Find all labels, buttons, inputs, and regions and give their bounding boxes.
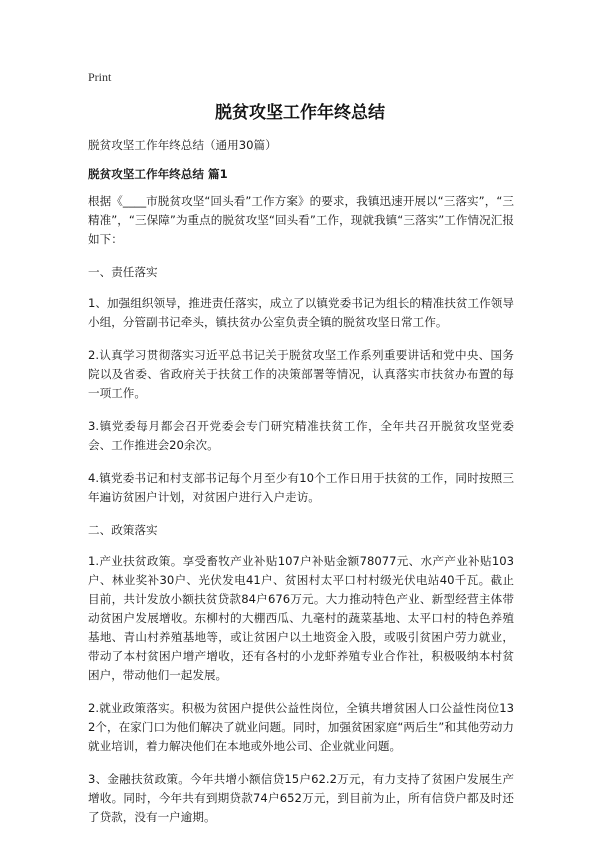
section-heading: 脱贫攻坚工作年终总结 篇1 [88,167,228,181]
paragraph-5: 1.产业扶贫政策。享受畜牧产业补贴107户补贴金额78077元、水产产业补贴103户、林业奖补30户、光伏发电41户、贫困村太平口村村级光伏电站40千瓦。截止目前，共计发放小额扶贫贷款84户676万元。大力推动特色产业、新型经营主体带动贫困户发展增收。东柳村的大棚西瓜、九毫村的蔬菜基地、太平口村的特色养殖基地、青山村养殖基地等，或让贫困户以土地资金入股，或吸引贫困户劳力就业，带动了本村贫困户增产增收，还有各村的小龙虾养殖专业合作社，积极吸纳本村贫困户，带动他们一起发展。 [88,554,514,682]
page-title: 脱贫攻坚工作年终总结 [215,103,385,123]
print-link[interactable]: Print [88,70,112,84]
paragraph-3: 3.镇党委每月都会召开党委会专门研究精准扶贫工作，全年共召开脱贫攻坚党委会、工作推进会20余次。 [88,419,514,452]
paragraph-6: 2.就业政策落实。积极为贫困户提供公益性岗位，全镇共增贫困人口公益性岗位132个，在家门口为他们解决了就业问题。同时，加强贫困家庭“两后生”和其他劳动力就业培训，着力解决他们在本地或外地公司、企业就业问题。 [88,701,514,753]
document-subtitle: 脱贫攻坚工作年终总结（通用30篇） [88,138,277,152]
intro-paragraph: 根据《____市脱贫攻坚“回头看”工作方案》的要求，我镇迅速开展以“三落实”，“三精准”，“三保障”为重点的脱贫攻坚“回头看”工作，现就我镇“三落实”工作情况汇报如下： [88,194,514,246]
heading-policy: 二、政策落实 [88,523,158,537]
paragraph-4: 4.镇党委书记和村支部书记每个月至少有10个工作日用于扶贫的工作，同时按照三年遍访贫困户计划，对贫困户进行入户走访。 [88,471,514,504]
heading-responsibility: 一、责任落实 [88,265,158,279]
paragraph-2: 2.认真学习贯彻落实习近平总书记关于脱贫攻坚工作系列重要讲话和党中央、国务院以及省委、省政府关于扶贫工作的决策部署等情况，认真落实市扶贫办布置的每一项工作。 [88,348,514,400]
document-body [88,136,514,841]
paragraph-1: 1、加强组织领导，推进责任落实，成立了以镇党委书记为组长的精准扶贫工作领导小组，分管副书记牵头，镇扶贫办公室负责全镇的脱贫攻坚日常工作。 [88,296,514,329]
paragraph-7: 3、金融扶贫政策。今年共增小额信贷15户62.2万元，有力支持了贫困户发展生产增收。同时，今年共有到期贷款74户652万元，到目前为止，所有信贷户都及时还了贷款，没有一户逾期。 [88,772,514,824]
